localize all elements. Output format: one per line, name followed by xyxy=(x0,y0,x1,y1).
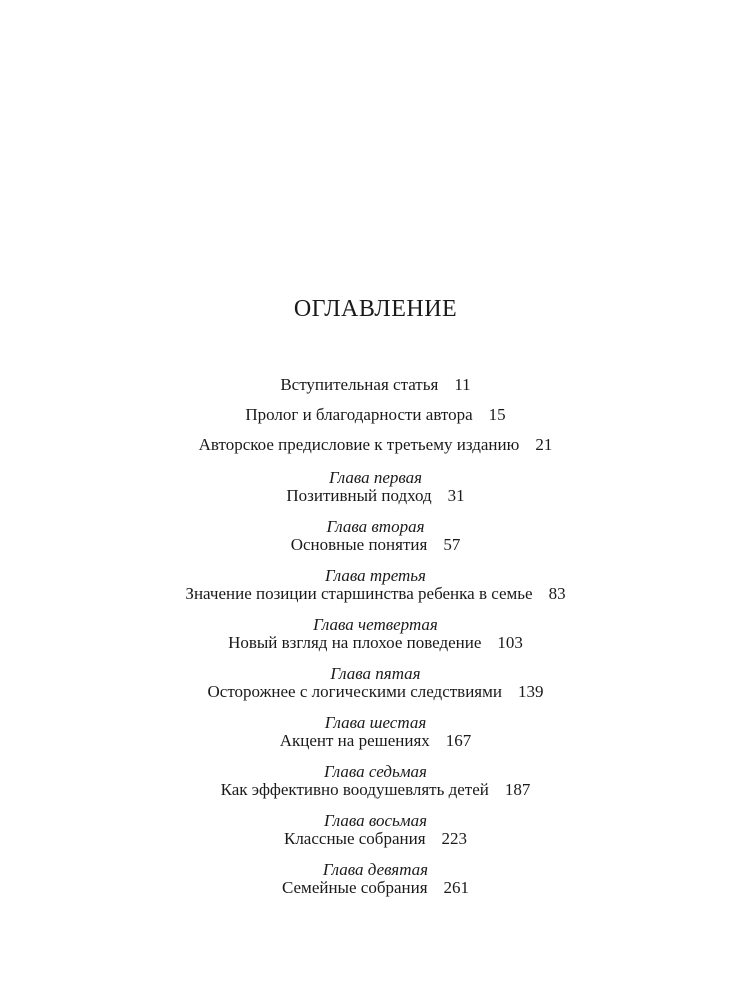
entry-title: Как эффективно воодушевлять детей xyxy=(220,780,489,799)
entry-page-number: 83 xyxy=(548,584,566,603)
chapter-label-5: Глава пятая xyxy=(330,664,421,683)
entry-page-number: 31 xyxy=(447,486,465,505)
entry-page-number: 15 xyxy=(488,405,506,424)
toc-entry-chapter-2 xyxy=(0,534,751,556)
toc-entry-chapter-6 xyxy=(0,730,751,752)
entry-page-number: 261 xyxy=(443,878,470,897)
entry-page-number: 57 xyxy=(443,535,461,554)
toc-entry-chapter-4 xyxy=(0,632,751,654)
entry-page-number: 139 xyxy=(517,682,544,701)
entry-page-number: 11 xyxy=(454,375,471,394)
toc-entry-chapter-3 xyxy=(0,583,751,605)
toc-entry-chapter-7 xyxy=(0,779,751,801)
chapter-label-2: Глава вторая xyxy=(326,517,425,536)
entry-title: Значение позиции старшинства ребенка в семье xyxy=(185,584,533,603)
page-title: ОГЛАВЛЕНИЕ xyxy=(293,296,458,322)
entry-page-number: 103 xyxy=(497,633,523,652)
entry-page-number: 167 xyxy=(445,731,472,750)
entry-title: Основные понятия xyxy=(290,535,428,554)
entry-title: Новый взгляд на плохое поведение xyxy=(228,633,482,652)
entry-title: Вступительная статья xyxy=(280,375,439,394)
entry-title: Классные собрания xyxy=(283,829,426,848)
chapter-label-8: Глава восьмая xyxy=(323,811,428,830)
entry-title: Осторожнее с логическими следствиями xyxy=(207,682,502,701)
toc-entry-preface xyxy=(0,434,751,456)
chapter-label-9: Глава девятая xyxy=(322,860,429,879)
chapter-label-7: Глава седьмая xyxy=(324,762,427,781)
chapter-label-3: Глава третья xyxy=(325,566,426,585)
entry-title: Авторское предисловие к третьему изданию xyxy=(198,435,520,454)
entry-title: Пролог и благодарности автора xyxy=(245,405,473,424)
toc-entry-chapter-5 xyxy=(0,681,751,703)
toc-entry-chapter-8 xyxy=(0,828,751,850)
toc-entry-prologue xyxy=(0,404,751,426)
chapter-label-6: Глава шестая xyxy=(324,713,427,732)
entry-title: Позитивный подход xyxy=(286,486,432,505)
chapter-label-4: Глава четвертая xyxy=(313,615,438,634)
entry-title: Семейные собрания xyxy=(281,878,428,897)
entry-title: Акцент на решениях xyxy=(279,731,430,750)
chapter-label-1: Глава первая xyxy=(328,468,423,487)
toc-entry-intro-article xyxy=(0,374,751,396)
entry-page-number: 187 xyxy=(504,780,531,799)
entry-page-number: 21 xyxy=(535,435,553,454)
entry-page-number: 223 xyxy=(441,829,468,848)
toc-entry-chapter-9 xyxy=(0,877,751,899)
toc-entry-chapter-1 xyxy=(0,485,751,507)
